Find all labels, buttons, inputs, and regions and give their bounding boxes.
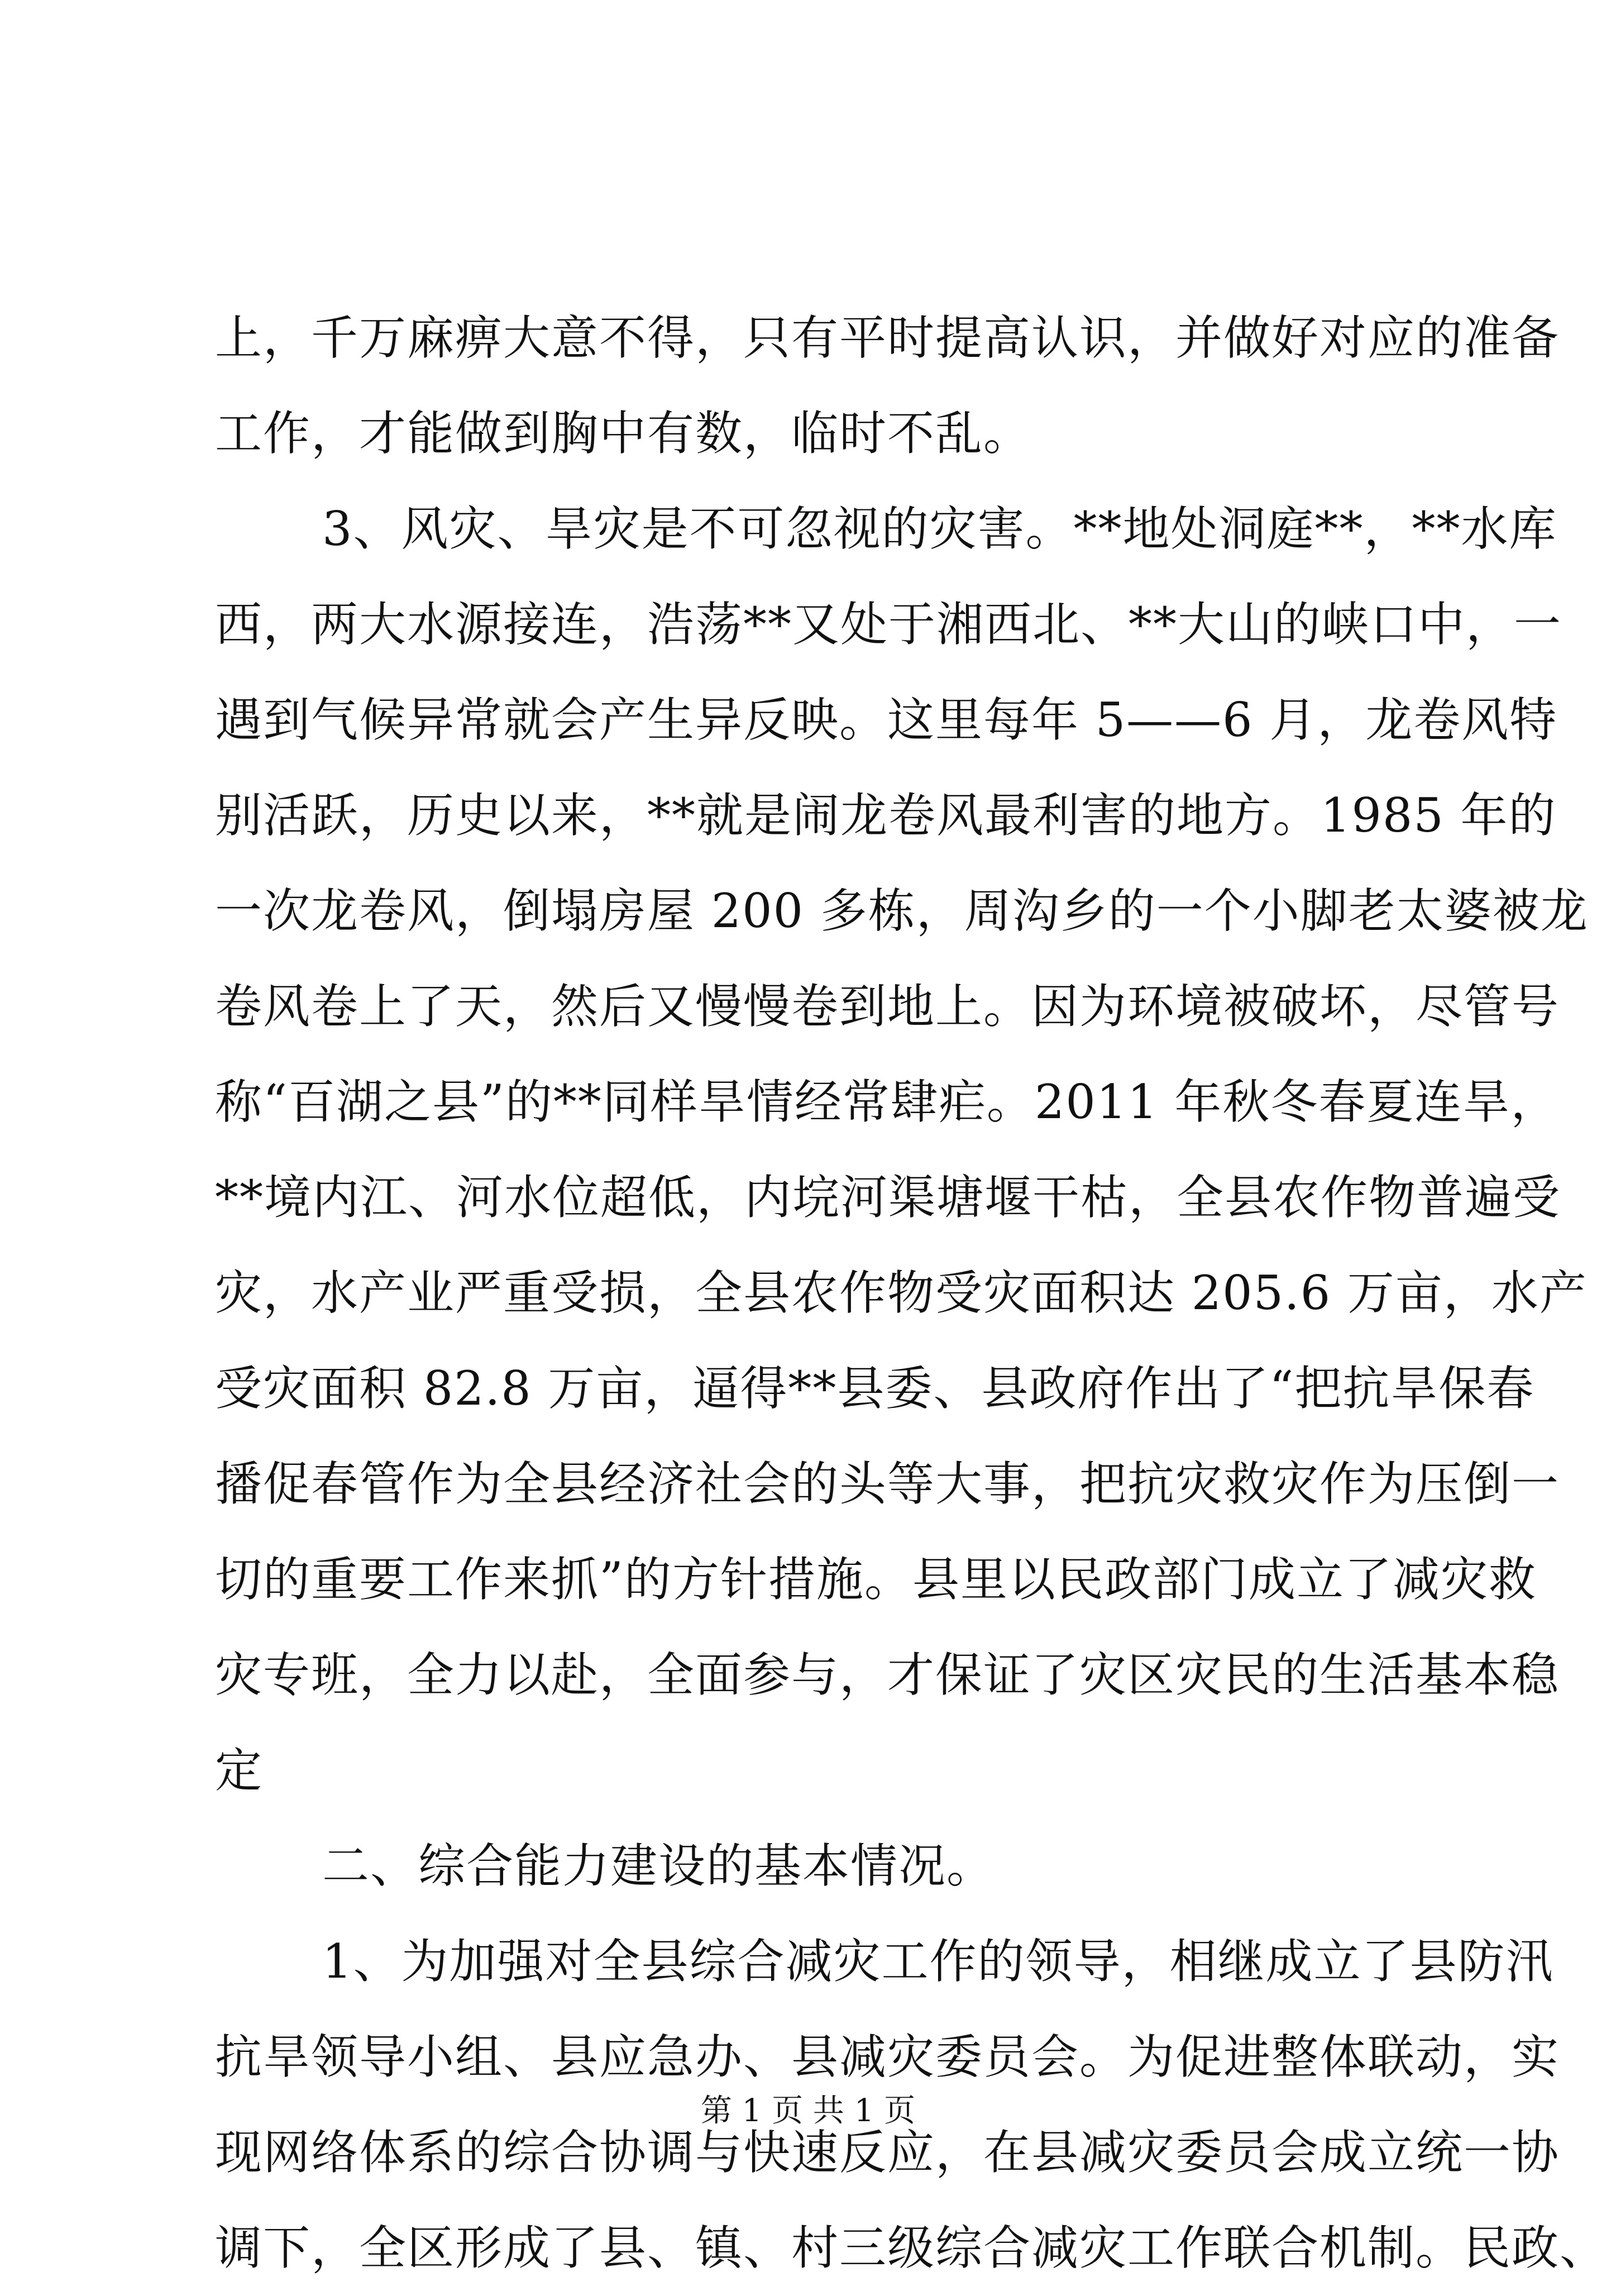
body-line-7: 一次龙卷风，倒塌房屋 200 多栋，周沟乡的一个小脚老太婆被龙 <box>215 884 1589 938</box>
body-line-8: 卷风卷上了天，然后又慢慢卷到地上。因为环境被破坏，尽管号 <box>215 979 1560 1034</box>
body-line-10: **境内江、河水位超低，内垸河渠塘堰干枯，全县农作物普遍受 <box>215 1170 1561 1225</box>
body-line-13: 播促春管作为全县经济社会的头等大事，把抗灾救灾作为压倒一 <box>215 1457 1560 1511</box>
body-line-11: 灾，水产业严重受损，全县农作物受灾面积达 205.6 万亩，水产 <box>215 1266 1588 1320</box>
section-heading: 二、综合能力建设的基本情况。 <box>322 1839 995 1893</box>
body-line-5: 遇到气候异常就会产生异反映。这里每年 5——6 月，龙卷风特 <box>215 693 1558 747</box>
body-line-18: 1、为加强对全县综合减灾工作的领导，相继成立了县防汛 <box>322 1934 1554 1989</box>
body-line-14: 切的重要工作来抓”的方针措施。县里以民政部门成立了减灾救 <box>215 1552 1537 1607</box>
body-line-4: 西，两大水源接连，浩荡**又处于湘西北、**大山的峡口中，一 <box>215 597 1562 652</box>
body-line-3: 3、风灾、旱灾是不可忽视的灾害。**地处洞庭**，**水库 <box>322 502 1557 556</box>
document-body <box>215 290 1608 2296</box>
body-line-19: 抗旱领导小组、县应急办、县减灾委员会。为促进整体联动，实 <box>215 2030 1560 2084</box>
body-line-20: 现网络体系的综合协调与快速反应，在县减灾委员会成立统一协 <box>215 2125 1560 2180</box>
body-line-15: 灾专班，全力以赴，全面参与，才保证了灾区灾民的生活基本稳 <box>215 1648 1560 1702</box>
body-line-16: 定 <box>215 1743 264 1798</box>
body-line-21: 调下，全区形成了县、镇、村三级综合减灾工作联合机制。民政、 <box>215 2221 1608 2275</box>
body-line-6: 别活跃，历史以来，**就是闹龙卷风最利害的地方。1985 年的 <box>215 788 1557 843</box>
body-line-1: 上，千万麻痹大意不得，只有平时提高认识，并做好对应的准备 <box>215 311 1560 365</box>
body-line-12: 受灾面积 82.8 万亩，逼得**县委、县政府作出了“把抗旱保春 <box>215 1361 1535 1416</box>
body-line-9: 称“百湖之县”的**同样旱情经常肆疟。2011 年秋冬春夏连旱， <box>215 1075 1559 1129</box>
body-line-2: 工作，才能做到胸中有数，临时不乱。 <box>215 406 1032 461</box>
page-number-footer: 第 1 页 共 1 页 <box>700 2093 916 2129</box>
